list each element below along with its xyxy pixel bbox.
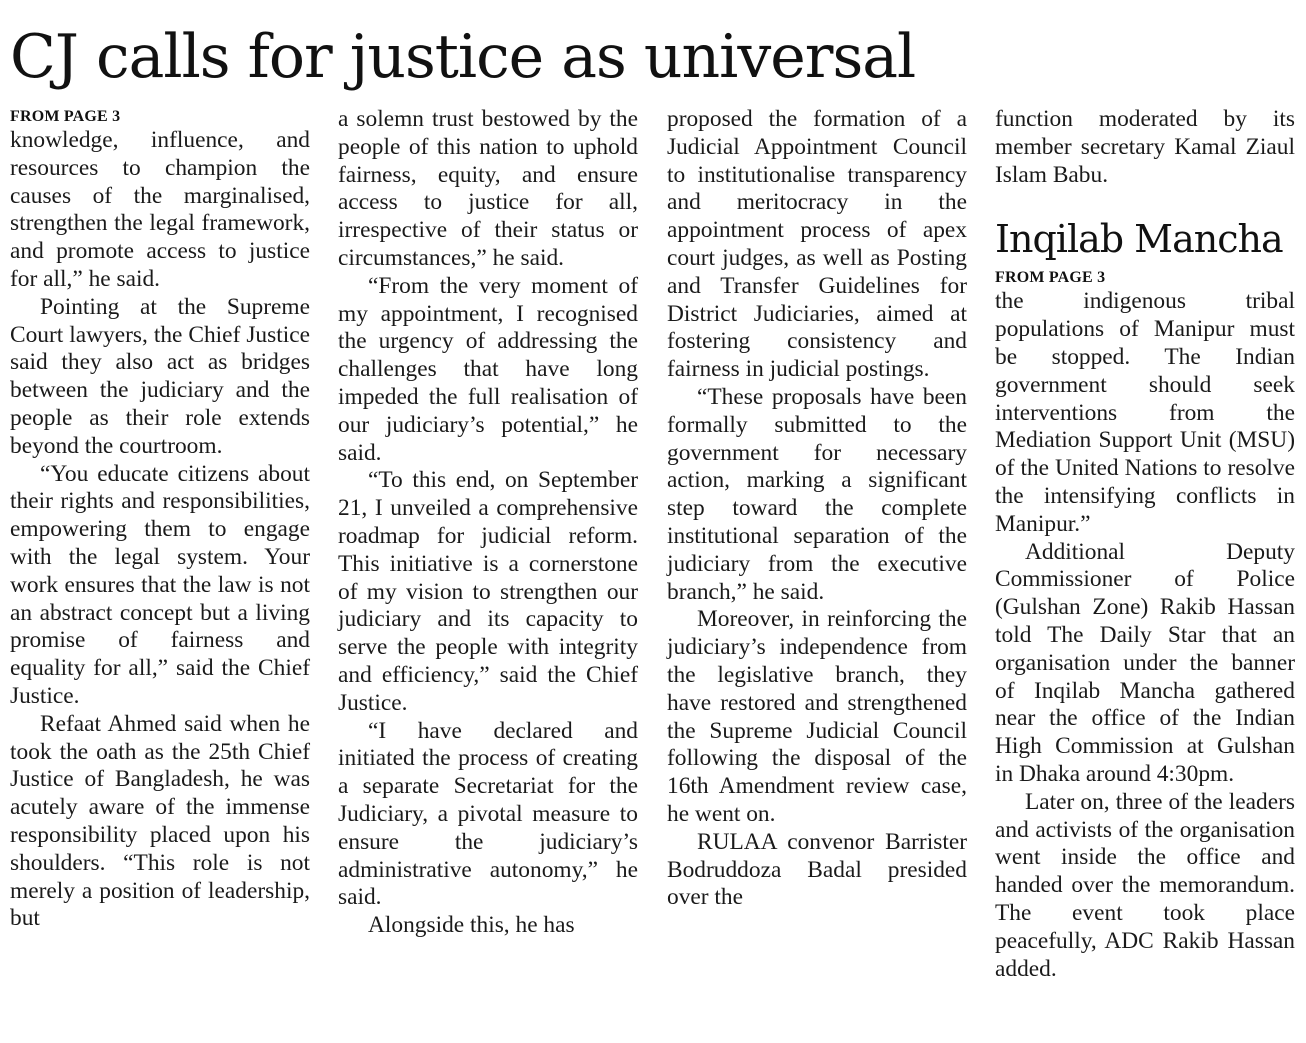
paragraph: Pointing at the Supreme Court lawyers, the Chief Justice said they also act as bridges between the judiciary and the people as their role extends beyond the courtroom. [10,293,310,459]
headline: CJ calls for justice as universal [10,22,916,92]
article-column-1 [10,106,310,933]
article-column-2 [338,106,638,940]
from-page-kicker: FROM PAGE 3 [10,108,121,125]
story-headline-inqilab-mancha: Inqilab Mancha [995,217,1283,262]
paragraph: “You educate citizens about their rights and responsibilities, empowering them to engage with the legal system. Your work ensures that the law is not an abstract concept but a living promise of fairness and equality for all,” said the Chief Justice. [10,460,310,709]
paragraph: RULAA convenor Barrister Bodruddoza Badal presided over the [667,828,967,911]
paragraph: Refaat Ahmed said when he took the oath as the 25th Chief Justice of Bangladesh, he was acutely aware of the immense responsibility placed upon his shoulders. “This role is not merely a position of leadership, but [10,710,310,932]
paragraph: knowledge, influence, and resources to champion the causes of the marginalised, strengthen the legal framework, and promote access to justice for all,” he said. [10,127,310,292]
paragraph: “From the very moment of my appointment, I recognised the urgency of addressing the challenges that have long impeded the full realisation of our judiciary’s potential,” he said. [338,272,638,466]
paragraph: Alongside this, he has [368,912,575,939]
paragraph: “I have declared and initiated the process of creating a separate Secretariat for the Judiciary, a pivotal measure to ensure the judiciary’s administrative autonomy,” he said. [338,717,638,911]
from-page-kicker: FROM PAGE 3 [995,269,1106,287]
paragraph: the indigenous tribal populations of Manipur must be stopped. The Indian government should seek interventions from the Mediation Support Unit (MSU) of the United Nations to resolve the intensifying conflicts in Manipur.” [995,288,1295,537]
paragraph: Later on, three of the leaders and activists of the organisation went inside the office and handed over the memorandum. The event took place peacefully, ADC Rakib Hassan added. [995,788,1295,982]
paragraph: Additional Deputy Commissioner of Police (Gulshan Zone) Rakib Hassan told The Daily Star that an organisation under the banner of Inqilab Mancha gathered near the office of the Indian High Commission at Gulshan in Dhaka around 4:30pm. [995,538,1295,787]
paragraph: Moreover, in reinforcing the judiciary’s independence from the legislative branch, they have restored and strengthened the Supreme Judicial Council following the disposal of the 16th Amendment review case, he went on. [667,606,967,827]
article-column-3 [667,106,967,912]
paragraph: proposed the formation of a Judicial Appointment Council to institutionalise transparency and meritocracy in the appointment process of apex court judges, as well as Posting and Transfer Guidelines for District Judiciaries, aimed at fostering consistency and fairness in judicial postings. [667,106,967,383]
paragraph: “These proposals have been formally submitted to the government for necessary action, marking a significant step toward the complete institutional separation of the judiciary from the executive branch,” he said. [667,383,967,605]
article-column-4 [995,106,1295,983]
paragraph: a solemn trust bestowed by the people of this nation to uphold fairness, equity, and ensure access to justice for all, irrespective of their status or circumstances,” he said. [338,106,638,271]
paragraph: “To this end, on September 21, I unveiled a comprehensive roadmap for judicial reform. This initiative is a cornerstone of my vision to strengthen our judiciary and its capacity to serve the people with integrity and efficiency,” said the Chief Justice. [338,467,638,716]
paragraph: function moderated by its member secretary Kamal Ziaul Islam Babu. [995,106,1295,188]
